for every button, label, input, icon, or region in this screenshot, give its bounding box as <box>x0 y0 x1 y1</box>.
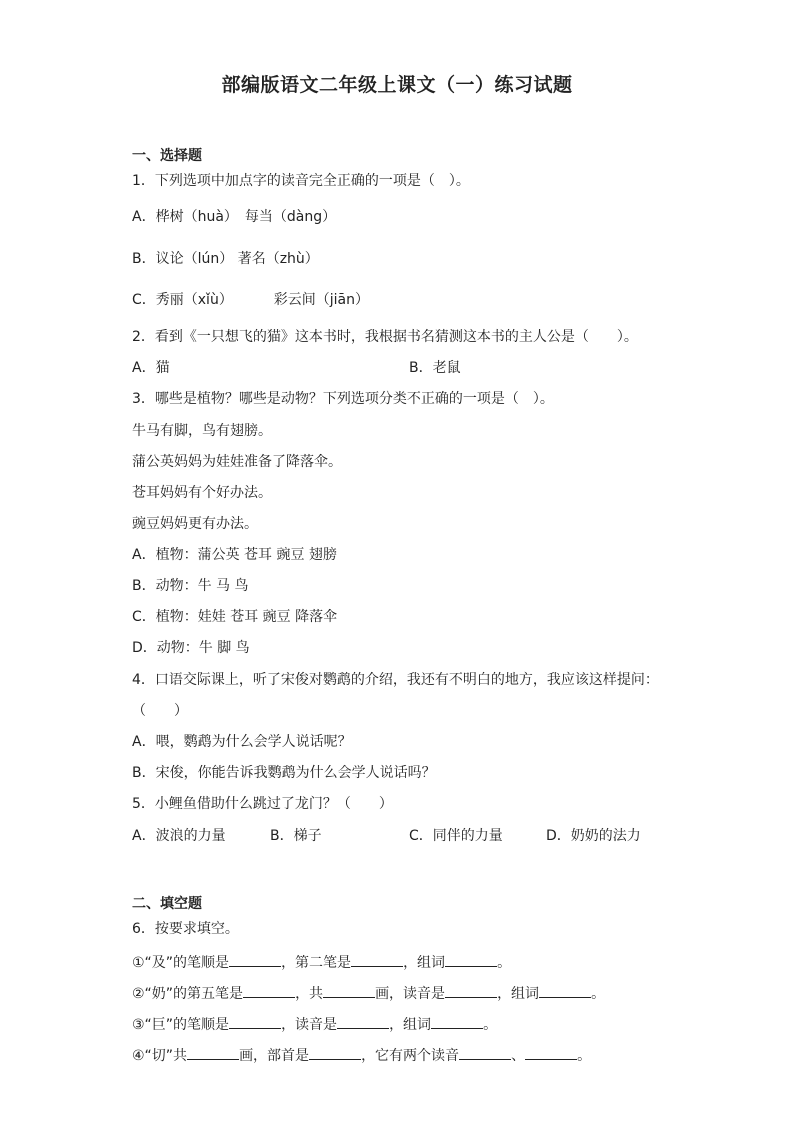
question-4-option-a: A．喂，鹦鹉为什么会学人说话呢？ <box>132 734 352 750</box>
row-4-text-2: 画，部首是 <box>239 1048 310 1064</box>
fill-blank[interactable] <box>539 983 591 998</box>
row-4-text-3: ，它有两个读音 <box>361 1048 460 1064</box>
row-2-text-3: 画，读音是 <box>375 986 446 1002</box>
question-1-option-a: A．桦树（huà） 每当（dàng） <box>132 209 337 225</box>
question-3-text-line-4: 豌豆妈妈更有办法。 <box>132 516 258 532</box>
row-2-text-2: ，共 <box>295 986 324 1002</box>
row-3-text-1: ③“巨”的笔顺是 <box>132 1017 230 1033</box>
question-3-option-a: A．植物：蒲公英 苍耳 豌豆 翅膀 <box>132 547 337 563</box>
question-2-option-a: A．猫 <box>132 360 170 376</box>
question-1-option-c-part2: 彩云间（jiān） <box>273 292 369 308</box>
row-4-text-5: 。 <box>577 1048 592 1064</box>
question-4-answer-paren: （ ） <box>132 703 188 719</box>
fill-blank[interactable] <box>309 1045 361 1060</box>
question-3-option-b: B．动物：牛 马 鸟 <box>132 578 249 594</box>
row-2-text-4: ，组词 <box>497 986 540 1002</box>
fill-blank[interactable] <box>229 952 281 967</box>
question-6-row-2 <box>132 983 605 1003</box>
question-1-option-c <box>132 291 369 309</box>
question-2-option-b: B．老鼠 <box>409 360 461 376</box>
question-5-option-b: B．梯子 <box>270 828 322 844</box>
question-4-option-b: B．宋俊，你能告诉我鹦鹉为什么会学人说话吗？ <box>132 765 436 781</box>
fill-blank[interactable] <box>229 1014 281 1029</box>
fill-blank[interactable] <box>445 983 497 998</box>
fill-blank[interactable] <box>351 952 403 967</box>
question-4-stem: 4．口语交际课上，听了宋俊对鹦鹉的介绍，我还有不明白的地方，我应该这样提问： <box>132 672 659 688</box>
row-4-text-4: 、 <box>511 1048 526 1064</box>
fill-blank[interactable] <box>243 983 295 998</box>
question-1-stem: 1．下列选项中加点字的读音完全正确的一项是（ ）。 <box>132 173 470 189</box>
fill-blank[interactable] <box>445 952 497 967</box>
question-3-option-d: D．动物：牛 脚 鸟 <box>132 640 250 656</box>
question-3-stem: 3．哪些是植物？哪些是动物？下列选项分类不正确的一项是（ ）。 <box>132 391 554 407</box>
fill-blank[interactable] <box>337 1014 389 1029</box>
question-3-text-line-1: 牛马有脚，鸟有翅膀。 <box>132 423 272 439</box>
row-1-text-2: ，第二笔是 <box>281 955 352 971</box>
section-heading-choice: 一、选择题 <box>132 148 202 164</box>
question-5-option-a: A．波浪的力量 <box>132 828 226 844</box>
question-6-row-1 <box>132 952 511 972</box>
row-2-text-1: ②“奶”的第五笔是 <box>132 986 244 1002</box>
row-2-text-5: 。 <box>591 986 606 1002</box>
fill-blank[interactable] <box>187 1045 239 1060</box>
question-5-option-c: C．同伴的力量 <box>409 828 503 844</box>
row-3-text-3: ，组词 <box>389 1017 432 1033</box>
row-1-text-1: ①“及”的笔顺是 <box>132 955 230 971</box>
question-5-stem: 5．小鲤鱼借助什么跳过了龙门？（ ） <box>132 796 393 812</box>
section-heading-fill: 二、填空题 <box>132 896 202 912</box>
row-1-text-4: 。 <box>497 955 512 971</box>
question-1-option-b: B．议论（lún） 著名（zhù） <box>132 251 319 267</box>
page-title: 部编版语文二年级上课文（一）练习试题 <box>221 74 573 96</box>
question-1-option-c-part1: C．秀丽（xǐù） <box>132 292 233 308</box>
fill-blank[interactable] <box>459 1045 511 1060</box>
fill-blank[interactable] <box>431 1014 483 1029</box>
fill-blank[interactable] <box>323 983 375 998</box>
question-3-text-line-3: 苍耳妈妈有个好办法。 <box>132 485 272 501</box>
question-6-row-3 <box>132 1014 497 1034</box>
row-1-text-3: ，组词 <box>403 955 446 971</box>
row-4-text-1: ④“切”共 <box>132 1048 188 1064</box>
question-2-stem: 2．看到《一只想飞的猫》这本书时，我根据书名猜测这本书的主人公是（ ）。 <box>132 329 638 345</box>
question-5-option-d: D．奶奶的法力 <box>546 828 641 844</box>
question-6-stem: 6．按要求填空。 <box>132 921 239 937</box>
row-3-text-4: 。 <box>483 1017 498 1033</box>
question-3-text-line-2: 蒲公英妈妈为娃娃准备了降落伞。 <box>132 454 342 470</box>
fill-blank[interactable] <box>525 1045 577 1060</box>
question-6-row-4 <box>132 1045 591 1065</box>
row-3-text-2: ，读音是 <box>281 1017 338 1033</box>
question-3-option-c: C．植物：娃娃 苍耳 豌豆 降落伞 <box>132 609 338 625</box>
